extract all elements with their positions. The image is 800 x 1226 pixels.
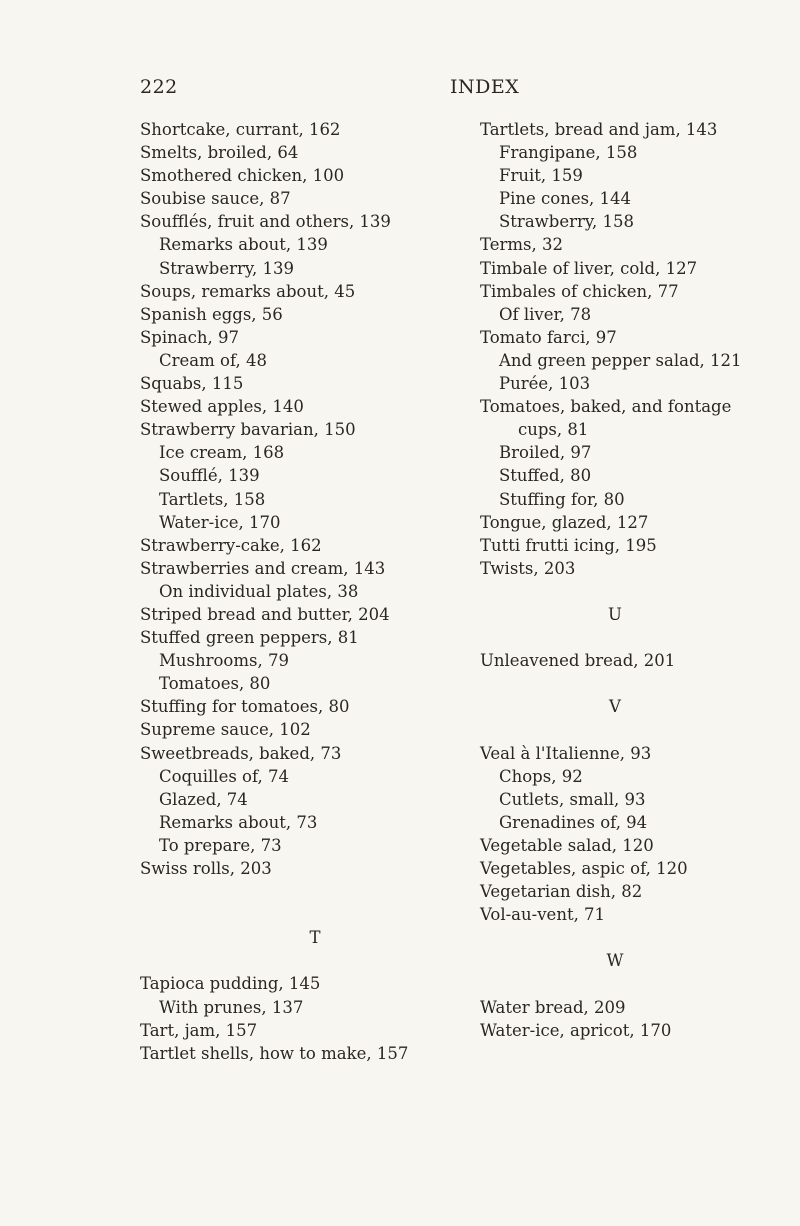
index-subentry: Water-ice, 170	[159, 512, 281, 532]
index-entry: Supreme sauce, 102	[140, 720, 311, 740]
index-subentry: Fruit, 159	[499, 166, 583, 186]
index-subentry: Stuffed, 80	[499, 466, 592, 486]
index-subentry: Remarks about, 139	[159, 235, 328, 255]
index-entry: Soubise sauce, 87	[140, 189, 291, 209]
index-entry: Smelts, broiled, 64	[140, 143, 299, 163]
index-column-right	[480, 118, 800, 1042]
spacer	[480, 972, 800, 995]
index-entry: Squabs, 115	[140, 374, 244, 394]
index-subentry: And green pepper salad, 121	[499, 350, 742, 370]
index-entry: Tutti frutti icing, 195	[480, 535, 657, 555]
spacer	[480, 926, 800, 949]
index-subentry: Cutlets, small, 93	[499, 789, 646, 809]
index-entry: Stuffing for tomatoes, 80	[140, 697, 350, 717]
index-subentry: Broiled, 97	[499, 443, 592, 463]
spacer	[480, 672, 800, 695]
index-entry: Vegetable salad, 120	[480, 835, 654, 855]
index-entry: Tomatoes, baked, and fontage	[480, 397, 732, 417]
index-subentry: Ice cream, 168	[159, 443, 285, 463]
index-entry: Strawberry-cake, 162	[140, 535, 322, 555]
spacer	[480, 718, 800, 741]
index-subentry: Glazed, 74	[159, 789, 248, 809]
index-subentry: With prunes, 137	[159, 997, 304, 1017]
index-entry: Tomato farci, 97	[480, 327, 617, 347]
index-entry: Water bread, 209	[480, 997, 626, 1017]
page-number: 222	[140, 76, 178, 98]
index-subentry: Stuffing for, 80	[499, 489, 625, 509]
section-letter-heading: T	[309, 928, 321, 948]
section-letter-heading: W	[606, 951, 624, 971]
index-entry: Spanish eggs, 56	[140, 304, 283, 324]
index-subentry: Remarks about, 73	[159, 812, 318, 832]
index-entry: Tartlet shells, how to make, 157	[140, 1043, 409, 1063]
section-letter-heading: V	[609, 697, 621, 717]
index-entry: Vegetables, aspic of, 120	[480, 859, 688, 878]
index-subentry: To prepare, 73	[159, 835, 282, 855]
index-entry: Veal à l'Italienne, 93	[480, 743, 652, 763]
index-column-left	[140, 118, 480, 1065]
index-entry: Spinach, 97	[140, 327, 239, 347]
spacer	[140, 949, 480, 972]
index-entry: Timbales of chicken, 77	[480, 281, 679, 301]
index-entry: Swiss rolls, 203	[140, 859, 272, 878]
index-entry: Stewed apples, 140	[140, 397, 304, 417]
index-subentry: Mushrooms, 79	[159, 651, 289, 671]
index-subentry: Chops, 92	[499, 766, 583, 786]
index-subentry: Purée, 103	[499, 374, 591, 394]
index-entry: Vegetarian dish, 82	[480, 882, 643, 902]
index-entry: Vol-au-vent, 71	[480, 905, 606, 925]
section-letter-heading: U	[608, 604, 622, 624]
index-entry: Tapioca pudding, 145	[140, 974, 321, 994]
index-subentry: cups, 81	[518, 420, 589, 440]
index-subentry: Frangipane, 158	[499, 143, 638, 163]
index-entry: Strawberries and cream, 143	[140, 558, 386, 578]
spacer	[140, 903, 480, 926]
index-subentry: Pine cones, 144	[499, 189, 632, 209]
index-subentry: Soufflé, 139	[159, 466, 260, 486]
index-subentry: Cream of, 48	[159, 350, 267, 370]
index-entry: Soufflés, fruit and others, 139	[140, 212, 391, 232]
index-entry: Unleavened bread, 201	[480, 651, 676, 671]
page-header	[0, 76, 800, 100]
index-entry: Sweetbreads, baked, 73	[140, 743, 342, 763]
index-entry: Timbale of liver, cold, 127	[480, 258, 698, 278]
index-entry: Terms, 32	[480, 235, 563, 255]
index-entry: Smothered chicken, 100	[140, 166, 345, 186]
index-entry: Tart, jam, 157	[140, 1020, 258, 1040]
index-subentry: Tomatoes, 80	[159, 674, 271, 694]
index-subentry: Grenadines of, 94	[499, 812, 648, 832]
index-subentry: On individual plates, 38	[159, 581, 359, 601]
page-title: INDEX	[450, 76, 520, 98]
index-subentry: Strawberry, 139	[159, 258, 294, 278]
index-subentry: Of liver, 78	[499, 304, 592, 324]
index-entry: Striped bread and butter, 204	[140, 604, 390, 624]
index-entry: Tartlets, bread and jam, 143	[480, 120, 718, 139]
index-subentry: Tartlets, 158	[159, 489, 266, 509]
index-entry: Water-ice, apricot, 170	[480, 1020, 672, 1040]
index-entry: Twists, 203	[480, 558, 576, 578]
index-subentry: Strawberry, 158	[499, 212, 634, 232]
index-entry: Stuffed green peppers, 81	[140, 628, 359, 648]
spacer	[140, 880, 480, 903]
index-entry: Shortcake, currant, 162	[140, 120, 341, 139]
spacer	[480, 580, 800, 603]
index-entry: Strawberry bavarian, 150	[140, 420, 356, 440]
index-entry: Tongue, glazed, 127	[480, 512, 649, 532]
index-subentry: Coquilles of, 74	[159, 766, 289, 786]
index-entry: Soups, remarks about, 45	[140, 281, 356, 301]
spacer	[480, 626, 800, 649]
